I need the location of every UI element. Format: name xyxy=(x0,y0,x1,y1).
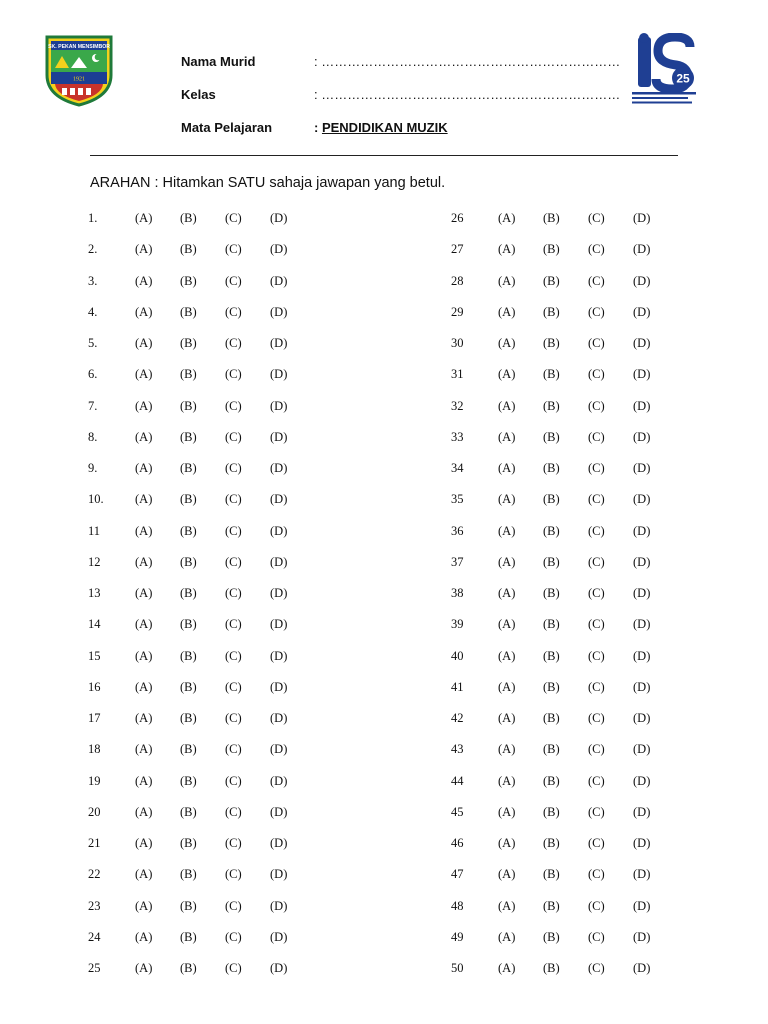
question-number: 19 xyxy=(88,773,101,788)
option-a-bubble[interactable]: (A) xyxy=(135,961,153,975)
question-number: 24 xyxy=(88,929,101,944)
option-a-bubble[interactable]: (A) xyxy=(498,492,516,507)
student-name-label: Nama Murid xyxy=(181,54,256,69)
option-c-bubble[interactable]: (C) xyxy=(225,367,242,382)
option-a-bubble[interactable]: (A) xyxy=(498,523,516,538)
question-number: 27 xyxy=(451,242,464,257)
option-b-bubble[interactable]: (B) xyxy=(180,336,197,350)
option-a-bubble[interactable]: (A) xyxy=(498,304,516,319)
option-d-bubble[interactable]: (D) xyxy=(270,273,288,288)
question-number: 6. xyxy=(88,367,98,382)
option-d-bubble[interactable]: (D) xyxy=(633,429,651,444)
option-c-bubble[interactable]: (C) xyxy=(225,711,242,725)
option-c-bubble[interactable]: (C) xyxy=(225,586,242,600)
option-b-bubble[interactable]: (B) xyxy=(543,929,560,944)
subject-colon: : xyxy=(314,120,322,135)
question-number: 1. xyxy=(88,211,98,225)
option-d-bubble[interactable]: (D) xyxy=(270,461,288,475)
option-a-bubble[interactable]: (A) xyxy=(498,367,516,382)
option-c-bubble[interactable]: (C) xyxy=(225,304,242,319)
option-d-bubble[interactable]: (D) xyxy=(633,648,651,663)
option-b-bubble[interactable]: (B) xyxy=(180,648,197,663)
option-d-bubble[interactable]: (D) xyxy=(270,929,288,944)
question-number: 33 xyxy=(451,429,464,444)
student-name-field[interactable]: : …………………………………………………………… xyxy=(314,54,621,69)
question-number: 16 xyxy=(88,679,101,694)
option-a-bubble[interactable]: (A) xyxy=(135,242,153,257)
option-c-bubble[interactable]: (C) xyxy=(225,929,242,944)
question-number: 22 xyxy=(88,867,101,882)
option-a-bubble[interactable]: (A) xyxy=(135,336,153,350)
option-a-bubble[interactable]: (A) xyxy=(498,242,516,257)
option-d-bubble[interactable]: (D) xyxy=(270,711,288,725)
option-d-bubble[interactable]: (D) xyxy=(270,898,288,913)
option-b-bubble[interactable]: (B) xyxy=(180,836,197,850)
option-d-bubble[interactable]: (D) xyxy=(270,554,288,569)
option-a-bubble[interactable]: (A) xyxy=(498,398,516,413)
question-number: 17 xyxy=(88,711,101,725)
option-d-bubble[interactable]: (D) xyxy=(270,742,288,757)
question-number: 49 xyxy=(451,929,464,944)
option-a-bubble[interactable]: (A) xyxy=(135,304,153,319)
option-b-bubble[interactable]: (B) xyxy=(180,804,197,819)
option-c-bubble[interactable]: (C) xyxy=(588,929,605,944)
option-c-bubble[interactable]: (C) xyxy=(225,523,242,538)
option-a-bubble[interactable]: (A) xyxy=(135,211,153,225)
option-c-bubble[interactable]: (C) xyxy=(588,742,605,757)
option-c-bubble[interactable]: (C) xyxy=(588,648,605,663)
option-d-bubble[interactable]: (D) xyxy=(270,492,288,507)
question-number: 31 xyxy=(451,367,464,382)
option-c-bubble[interactable]: (C) xyxy=(225,429,242,444)
option-d-bubble[interactable]: (D) xyxy=(633,617,651,632)
instruction-text: ARAHAN : Hitamkan SATU sahaja jawapan yang betul. xyxy=(90,175,446,191)
option-d-bubble[interactable]: (D) xyxy=(270,398,288,413)
option-a-bubble[interactable]: (A) xyxy=(135,492,153,507)
option-c-bubble[interactable]: (C) xyxy=(588,367,605,382)
option-c-bubble[interactable]: (C) xyxy=(225,211,242,225)
option-a-bubble[interactable]: (A) xyxy=(135,804,153,819)
option-a-bubble[interactable]: (A) xyxy=(498,929,516,944)
option-d-bubble[interactable]: (D) xyxy=(633,804,651,819)
subject-name: PENDIDIKAN MUZIK xyxy=(321,120,448,135)
option-b-bubble[interactable]: (B) xyxy=(180,679,197,694)
option-d-bubble[interactable]: (D) xyxy=(270,804,288,819)
question-number: 18 xyxy=(88,742,101,757)
option-c-bubble[interactable]: (C) xyxy=(225,804,242,819)
question-number: 20 xyxy=(88,804,101,819)
option-d-bubble[interactable]: (D) xyxy=(633,211,651,225)
header-divider xyxy=(90,155,678,156)
option-c-bubble[interactable]: (C) xyxy=(225,773,242,788)
option-a-bubble[interactable]: (A) xyxy=(498,711,516,725)
option-c-bubble[interactable]: (C) xyxy=(225,648,242,663)
option-b-bubble[interactable]: (B) xyxy=(543,679,560,694)
question-number: 46 xyxy=(451,836,464,850)
option-b-bubble[interactable]: (B) xyxy=(180,398,197,413)
option-a-bubble[interactable]: (A) xyxy=(498,429,516,444)
option-c-bubble[interactable]: (C) xyxy=(588,804,605,819)
option-d-bubble[interactable]: (D) xyxy=(633,523,651,538)
option-c-bubble[interactable]: (C) xyxy=(588,211,605,225)
option-d-bubble[interactable]: (D) xyxy=(270,304,288,319)
option-b-bubble[interactable]: (B) xyxy=(180,773,197,788)
option-b-bubble[interactable]: (B) xyxy=(180,711,197,725)
option-a-bubble[interactable]: (A) xyxy=(498,804,516,819)
option-c-bubble[interactable]: (C) xyxy=(588,711,605,725)
option-b-bubble[interactable]: (B) xyxy=(543,211,560,225)
option-c-bubble[interactable]: (C) xyxy=(225,398,242,413)
option-a-bubble[interactable]: (A) xyxy=(498,961,516,975)
option-c-bubble[interactable]: (C) xyxy=(225,336,242,350)
option-d-bubble[interactable]: (D) xyxy=(633,773,651,788)
question-number: 13 xyxy=(88,586,101,600)
option-d-bubble[interactable]: (D) xyxy=(633,242,651,257)
option-b-bubble[interactable]: (B) xyxy=(543,523,560,538)
option-b-bubble[interactable]: (B) xyxy=(543,554,560,569)
option-b-bubble[interactable]: (B) xyxy=(180,617,197,632)
option-c-bubble[interactable]: (C) xyxy=(225,679,242,694)
question-number: 44 xyxy=(451,773,464,788)
option-b-bubble[interactable]: (B) xyxy=(180,523,197,538)
option-c-bubble[interactable]: (C) xyxy=(225,898,242,913)
option-c-bubble[interactable]: (C) xyxy=(225,461,242,475)
option-c-bubble[interactable]: (C) xyxy=(588,554,605,569)
school-crest-year: 1921 xyxy=(73,76,85,83)
option-b-bubble[interactable]: (B) xyxy=(543,273,560,288)
option-d-bubble[interactable]: (D) xyxy=(270,773,288,788)
option-d-bubble[interactable]: (D) xyxy=(633,492,651,507)
question-number: 47 xyxy=(451,867,464,882)
question-number: 40 xyxy=(451,648,464,663)
option-c-bubble[interactable]: (C) xyxy=(588,492,605,507)
option-a-bubble[interactable]: (A) xyxy=(135,742,153,757)
option-a-bubble[interactable]: (A) xyxy=(498,679,516,694)
option-c-bubble[interactable]: (C) xyxy=(225,492,242,507)
option-d-bubble[interactable]: (D) xyxy=(633,367,651,382)
option-c-bubble[interactable]: (C) xyxy=(588,273,605,288)
option-c-bubble[interactable]: (C) xyxy=(588,773,605,788)
school-crest-text: SK. PEKAN MENSIMBOR xyxy=(48,44,110,50)
subject-value xyxy=(314,120,448,135)
option-b-bubble[interactable]: (B) xyxy=(180,961,197,975)
option-d-bubble[interactable]: (D) xyxy=(270,242,288,257)
option-c-bubble[interactable]: (C) xyxy=(588,617,605,632)
option-c-bubble[interactable]: (C) xyxy=(588,336,605,350)
option-d-bubble[interactable]: (D) xyxy=(270,336,288,350)
option-c-bubble[interactable]: (C) xyxy=(225,742,242,757)
option-c-bubble[interactable]: (C) xyxy=(588,461,605,475)
option-c-bubble[interactable]: (C) xyxy=(588,429,605,444)
question-number: 48 xyxy=(451,898,464,913)
question-number: 7. xyxy=(88,398,98,413)
option-a-bubble[interactable]: (A) xyxy=(135,461,153,475)
option-c-bubble[interactable]: (C) xyxy=(588,304,605,319)
option-a-bubble[interactable]: (A) xyxy=(498,586,516,600)
option-b-bubble[interactable]: (B) xyxy=(180,554,197,569)
option-a-bubble[interactable]: (A) xyxy=(135,586,153,600)
option-c-bubble[interactable]: (C) xyxy=(588,398,605,413)
option-a-bubble[interactable]: (A) xyxy=(498,554,516,569)
option-d-bubble[interactable]: (D) xyxy=(633,304,651,319)
option-d-bubble[interactable]: (D) xyxy=(270,586,288,600)
option-c-bubble[interactable]: (C) xyxy=(588,679,605,694)
option-a-bubble[interactable]: (A) xyxy=(498,336,516,350)
question-number: 14 xyxy=(88,617,101,632)
option-c-bubble[interactable]: (C) xyxy=(225,273,242,288)
option-b-bubble[interactable]: (B) xyxy=(180,242,197,257)
option-d-bubble[interactable]: (D) xyxy=(633,961,651,975)
option-d-bubble[interactable]: (D) xyxy=(270,836,288,850)
question-number: 2. xyxy=(88,242,98,257)
question-number: 26 xyxy=(451,211,464,225)
option-b-bubble[interactable]: (B) xyxy=(180,929,197,944)
option-d-bubble[interactable]: (D) xyxy=(270,617,288,632)
question-number: 5. xyxy=(88,336,98,350)
option-b-bubble[interactable]: (B) xyxy=(543,648,560,663)
option-d-bubble[interactable]: (D) xyxy=(270,648,288,663)
option-b-bubble[interactable]: (B) xyxy=(543,867,560,882)
program-logo xyxy=(630,33,698,105)
option-a-bubble[interactable]: (A) xyxy=(135,867,153,882)
question-number: 35 xyxy=(451,492,464,507)
program-logo-text: 25 xyxy=(676,71,690,86)
option-b-bubble[interactable]: (B) xyxy=(180,492,197,507)
option-a-bubble[interactable]: (A) xyxy=(135,367,153,382)
class-label: Kelas xyxy=(181,87,216,102)
option-c-bubble[interactable]: (C) xyxy=(588,586,605,600)
option-b-bubble[interactable]: (B) xyxy=(543,398,560,413)
question-number: 9. xyxy=(88,461,98,475)
option-c-bubble[interactable]: (C) xyxy=(225,242,242,257)
question-number: 50 xyxy=(451,961,464,975)
class-field[interactable]: : …………………………………………………………… xyxy=(314,87,621,102)
question-number: 37 xyxy=(451,554,464,569)
option-d-bubble[interactable]: (D) xyxy=(633,273,651,288)
option-b-bubble[interactable]: (B) xyxy=(543,898,560,913)
school-crest-logo xyxy=(44,35,114,107)
option-a-bubble[interactable]: (A) xyxy=(498,773,516,788)
option-b-bubble[interactable]: (B) xyxy=(543,492,560,507)
option-b-bubble[interactable]: (B) xyxy=(180,429,197,444)
option-a-bubble[interactable]: (A) xyxy=(498,617,516,632)
option-c-bubble[interactable]: (C) xyxy=(588,867,605,882)
option-c-bubble[interactable]: (C) xyxy=(225,961,242,975)
option-b-bubble[interactable]: (B) xyxy=(543,461,560,475)
option-b-bubble[interactable]: (B) xyxy=(180,304,197,319)
option-a-bubble[interactable]: (A) xyxy=(135,523,153,538)
option-a-bubble[interactable]: (A) xyxy=(135,773,153,788)
question-number: 21 xyxy=(88,836,101,850)
option-b-bubble[interactable]: (B) xyxy=(180,367,197,382)
option-c-bubble[interactable]: (C) xyxy=(588,898,605,913)
option-a-bubble[interactable]: (A) xyxy=(498,836,516,850)
option-b-bubble[interactable]: (B) xyxy=(543,711,560,725)
question-number: 25 xyxy=(88,961,101,975)
option-a-bubble[interactable]: (A) xyxy=(135,836,153,850)
option-b-bubble[interactable]: (B) xyxy=(543,961,560,975)
option-d-bubble[interactable]: (D) xyxy=(270,429,288,444)
option-a-bubble[interactable]: (A) xyxy=(135,617,153,632)
option-b-bubble[interactable]: (B) xyxy=(180,586,197,600)
question-number: 8. xyxy=(88,429,98,444)
question-number: 12 xyxy=(88,554,101,569)
option-d-bubble[interactable]: (D) xyxy=(633,461,651,475)
option-b-bubble[interactable]: (B) xyxy=(180,461,197,475)
subject-label: Mata Pelajaran xyxy=(181,120,273,135)
option-b-bubble[interactable]: (B) xyxy=(180,742,197,757)
option-b-bubble[interactable]: (B) xyxy=(543,804,560,819)
question-number: 23 xyxy=(88,898,101,913)
question-number: 38 xyxy=(451,586,464,600)
question-number: 29 xyxy=(451,304,464,319)
option-d-bubble[interactable]: (D) xyxy=(270,867,288,882)
option-b-bubble[interactable]: (B) xyxy=(543,617,560,632)
option-d-bubble[interactable]: (D) xyxy=(270,523,288,538)
question-number: 28 xyxy=(451,273,464,288)
option-a-bubble[interactable]: (A) xyxy=(135,429,153,444)
question-number: 3. xyxy=(88,273,98,288)
option-c-bubble[interactable]: (C) xyxy=(225,867,242,882)
option-d-bubble[interactable]: (D) xyxy=(270,679,288,694)
option-b-bubble[interactable]: (B) xyxy=(180,867,197,882)
option-c-bubble[interactable]: (C) xyxy=(588,242,605,257)
option-a-bubble[interactable]: (A) xyxy=(135,273,153,288)
option-d-bubble[interactable]: (D) xyxy=(633,742,651,757)
option-d-bubble[interactable]: (D) xyxy=(633,898,651,913)
question-number: 43 xyxy=(451,742,464,757)
option-b-bubble[interactable]: (B) xyxy=(543,367,560,382)
option-a-bubble[interactable]: (A) xyxy=(135,898,153,913)
option-b-bubble[interactable]: (B) xyxy=(543,773,560,788)
option-b-bubble[interactable]: (B) xyxy=(543,304,560,319)
option-b-bubble[interactable]: (B) xyxy=(180,273,197,288)
option-c-bubble[interactable]: (C) xyxy=(588,961,605,975)
option-a-bubble[interactable]: (A) xyxy=(135,398,153,413)
option-b-bubble[interactable]: (B) xyxy=(543,836,560,850)
question-number: 15 xyxy=(88,648,101,663)
question-number: 32 xyxy=(451,398,464,413)
option-b-bubble[interactable]: (B) xyxy=(180,211,197,225)
option-b-bubble[interactable]: (B) xyxy=(543,586,560,600)
option-d-bubble[interactable]: (D) xyxy=(270,211,288,225)
option-a-bubble[interactable]: (A) xyxy=(498,273,516,288)
option-c-bubble[interactable]: (C) xyxy=(225,836,242,850)
option-d-bubble[interactable]: (D) xyxy=(633,554,651,569)
option-b-bubble[interactable]: (B) xyxy=(543,242,560,257)
option-a-bubble[interactable]: (A) xyxy=(135,648,153,663)
option-d-bubble[interactable]: (D) xyxy=(633,711,651,725)
option-a-bubble[interactable]: (A) xyxy=(135,554,153,569)
option-a-bubble[interactable]: (A) xyxy=(135,929,153,944)
option-d-bubble[interactable]: (D) xyxy=(633,586,651,600)
option-d-bubble[interactable]: (D) xyxy=(633,867,651,882)
option-a-bubble[interactable]: (A) xyxy=(135,711,153,725)
option-d-bubble[interactable]: (D) xyxy=(633,679,651,694)
option-d-bubble[interactable]: (D) xyxy=(633,336,651,350)
option-d-bubble[interactable]: (D) xyxy=(270,367,288,382)
option-a-bubble[interactable]: (A) xyxy=(498,742,516,757)
option-b-bubble[interactable]: (B) xyxy=(543,336,560,350)
question-number: 36 xyxy=(451,523,464,538)
question-number: 11 xyxy=(88,523,101,538)
option-a-bubble[interactable]: (A) xyxy=(498,648,516,663)
option-c-bubble[interactable]: (C) xyxy=(225,554,242,569)
option-c-bubble[interactable]: (C) xyxy=(588,836,605,850)
option-a-bubble[interactable]: (A) xyxy=(498,211,516,225)
option-d-bubble[interactable]: (D) xyxy=(633,398,651,413)
option-a-bubble[interactable]: (A) xyxy=(498,898,516,913)
question-number: 34 xyxy=(451,461,464,475)
option-b-bubble[interactable]: (B) xyxy=(180,898,197,913)
question-number: 45 xyxy=(451,804,464,819)
option-a-bubble[interactable]: (A) xyxy=(135,679,153,694)
option-d-bubble[interactable]: (D) xyxy=(633,929,651,944)
question-number: 42 xyxy=(451,711,464,725)
question-number: 10. xyxy=(88,492,104,507)
option-a-bubble[interactable]: (A) xyxy=(498,867,516,882)
option-b-bubble[interactable]: (B) xyxy=(543,742,560,757)
option-d-bubble[interactable]: (D) xyxy=(633,836,651,850)
option-c-bubble[interactable]: (C) xyxy=(225,617,242,632)
question-number: 41 xyxy=(451,679,464,694)
option-a-bubble[interactable]: (A) xyxy=(498,461,516,475)
question-number: 39 xyxy=(451,617,464,632)
option-b-bubble[interactable]: (B) xyxy=(543,429,560,444)
question-number: 30 xyxy=(451,336,464,350)
option-c-bubble[interactable]: (C) xyxy=(588,523,605,538)
option-d-bubble[interactable]: (D) xyxy=(270,961,288,975)
question-number: 4. xyxy=(88,304,98,319)
